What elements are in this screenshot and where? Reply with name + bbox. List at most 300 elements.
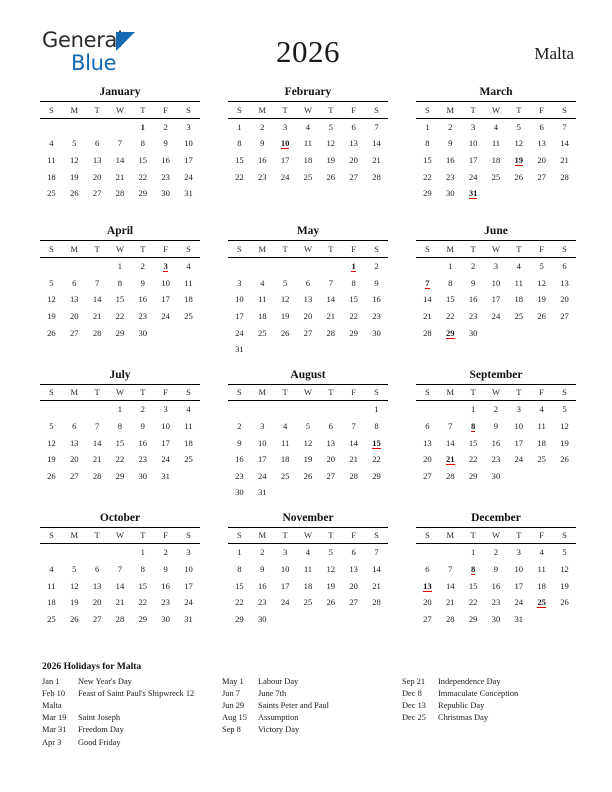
day-cell[interactable]: 22 (468, 454, 478, 465)
day-cell[interactable]: 21 (372, 154, 381, 165)
day-cell[interactable]: 30 (235, 487, 244, 498)
day-cell-holiday[interactable] (274, 135, 297, 152)
day-cell[interactable]: 17 (257, 454, 267, 465)
day-cell-holiday[interactable] (154, 257, 177, 274)
day-cell[interactable]: 16 (161, 580, 170, 591)
day-cell[interactable]: 20 (92, 171, 102, 182)
day-cell[interactable]: 21 (445, 597, 455, 608)
day-cell[interactable]: 18 (537, 437, 546, 448)
day-cell[interactable]: 3 (186, 547, 191, 558)
day-cell[interactable]: 27 (349, 171, 358, 182)
day-cell[interactable]: 7 (351, 420, 356, 431)
day-cell[interactable]: 19 (326, 580, 336, 591)
day-cell[interactable]: 25 (514, 311, 524, 322)
day-cell[interactable]: 10 (184, 138, 193, 149)
day-cell[interactable]: 6 (94, 138, 100, 149)
day-cell[interactable]: 10 (184, 563, 193, 574)
day-cell[interactable]: 7 (117, 563, 123, 574)
day-cell[interactable]: 26 (560, 454, 569, 465)
day-cell[interactable]: 23 (468, 311, 478, 322)
day-cell[interactable]: 12 (303, 437, 313, 448)
day-cell[interactable]: 3 (237, 277, 242, 288)
day-cell[interactable]: 13 (69, 294, 79, 305)
day-cell[interactable]: 17 (468, 154, 478, 165)
day-cell[interactable]: 24 (257, 470, 267, 481)
day-cell[interactable]: 12 (537, 277, 546, 288)
day-cell[interactable]: 20 (326, 454, 336, 465)
day-cell[interactable]: 17 (161, 437, 170, 448)
day-cell[interactable]: 11 (537, 563, 546, 574)
day-cell[interactable]: 28 (372, 597, 381, 608)
day-cell[interactable]: 6 (72, 420, 77, 431)
day-cell[interactable]: 13 (303, 294, 313, 305)
day-cell[interactable]: 19 (560, 437, 569, 448)
day-cell[interactable]: 15 (468, 437, 478, 448)
day-cell[interactable]: 6 (351, 121, 356, 132)
day-cell-holiday[interactable] (439, 451, 462, 468)
day-cell[interactable]: 27 (92, 613, 102, 624)
day-cell[interactable]: 9 (163, 563, 168, 574)
day-cell[interactable]: 6 (94, 563, 100, 574)
day-cell[interactable]: 21 (560, 154, 569, 165)
day-cell[interactable]: 20 (560, 294, 569, 305)
day-cell[interactable]: 2 (470, 261, 476, 272)
day-cell[interactable]: 24 (161, 454, 170, 465)
day-cell[interactable]: 30 (491, 470, 501, 481)
day-cell[interactable]: 13 (537, 138, 546, 149)
day-cell[interactable]: 14 (445, 580, 455, 591)
day-cell[interactable]: 1 (425, 121, 430, 132)
day-cell[interactable]: 19 (537, 294, 546, 305)
day-cell[interactable]: 20 (69, 311, 79, 322)
day-cell[interactable]: 20 (349, 154, 358, 165)
day-cell[interactable]: 18 (537, 580, 546, 591)
day-cell[interactable]: 14 (92, 437, 102, 448)
day-cell[interactable]: 28 (115, 188, 125, 199)
day-cell[interactable]: 11 (303, 138, 313, 149)
day-cell[interactable]: 13 (349, 138, 358, 149)
day-cell[interactable]: 12 (280, 294, 290, 305)
day-cell[interactable]: 23 (257, 597, 267, 608)
day-cell[interactable]: 25 (280, 470, 290, 481)
day-cell[interactable]: 9 (493, 563, 499, 574)
day-cell[interactable]: 16 (445, 154, 455, 165)
day-cell[interactable]: 28 (115, 613, 125, 624)
day-cell[interactable]: 3 (163, 404, 168, 415)
day-cell[interactable]: 3 (470, 121, 476, 132)
day-cell[interactable]: 12 (326, 563, 336, 574)
day-cell[interactable]: 12 (560, 420, 569, 431)
day-cell[interactable]: 11 (280, 437, 290, 448)
day-cell[interactable]: 17 (235, 311, 244, 322)
day-cell[interactable]: 31 (184, 613, 193, 624)
day-cell[interactable]: 9 (493, 420, 499, 431)
day-cell[interactable]: 21 (423, 311, 432, 322)
day-cell[interactable]: 25 (257, 327, 267, 338)
day-cell[interactable]: 16 (161, 154, 170, 165)
day-cell[interactable]: 28 (372, 171, 381, 182)
day-cell[interactable]: 14 (560, 138, 569, 149)
day-cell[interactable]: 17 (161, 294, 170, 305)
day-cell[interactable]: 6 (351, 547, 356, 558)
day-cell[interactable]: 28 (92, 470, 102, 481)
day-cell[interactable]: 22 (235, 171, 244, 182)
day-cell[interactable]: 29 (138, 613, 148, 624)
day-cell[interactable]: 4 (305, 121, 311, 132)
day-cell[interactable]: 26 (69, 613, 79, 624)
day-cell[interactable]: 31 (235, 344, 244, 355)
day-cell[interactable]: 12 (560, 563, 569, 574)
day-cell[interactable]: 17 (280, 580, 290, 591)
day-cell[interactable]: 17 (514, 580, 524, 591)
day-cell[interactable]: 20 (303, 311, 313, 322)
day-cell[interactable]: 13 (92, 580, 102, 591)
day-cell[interactable]: 5 (328, 121, 333, 132)
day-cell[interactable]: 25 (47, 188, 56, 199)
day-cell[interactable]: 20 (537, 154, 546, 165)
day-cell[interactable]: 7 (562, 121, 567, 132)
day-cell[interactable]: 30 (372, 327, 381, 338)
day-cell[interactable]: 26 (47, 327, 56, 338)
day-cell[interactable]: 21 (92, 311, 102, 322)
day-cell[interactable]: 17 (184, 580, 193, 591)
day-cell[interactable]: 2 (448, 121, 453, 132)
day-cell[interactable]: 30 (161, 188, 170, 199)
day-cell[interactable]: 29 (349, 327, 358, 338)
day-cell[interactable]: 13 (69, 437, 79, 448)
day-cell[interactable]: 23 (161, 171, 170, 182)
day-cell[interactable]: 30 (138, 470, 148, 481)
day-cell[interactable]: 6 (539, 121, 544, 132)
day-cell[interactable]: 14 (423, 294, 432, 305)
day-cell[interactable]: 19 (280, 311, 290, 322)
day-cell[interactable]: 30 (161, 613, 170, 624)
day-cell[interactable]: 8 (237, 138, 242, 149)
day-cell[interactable]: 8 (140, 138, 145, 149)
day-cell[interactable]: 23 (445, 171, 455, 182)
day-cell[interactable]: 5 (328, 547, 333, 558)
day-cell[interactable]: 14 (326, 294, 336, 305)
day-cell[interactable]: 22 (468, 597, 478, 608)
day-cell[interactable]: 1 (237, 121, 242, 132)
day-cell[interactable]: 10 (161, 277, 170, 288)
day-cell[interactable]: 16 (138, 294, 148, 305)
day-cell[interactable]: 4 (186, 404, 191, 415)
day-cell-holiday[interactable] (530, 594, 553, 611)
day-cell[interactable]: 8 (140, 563, 145, 574)
day-cell[interactable]: 16 (491, 580, 501, 591)
day-cell[interactable]: 5 (282, 277, 288, 288)
day-cell[interactable]: 16 (468, 294, 478, 305)
day-cell[interactable]: 2 (260, 121, 265, 132)
day-cell[interactable]: 19 (560, 580, 569, 591)
day-cell[interactable]: 15 (445, 294, 455, 305)
day-cell[interactable]: 7 (374, 547, 379, 558)
day-cell[interactable]: 19 (47, 454, 56, 465)
day-cell[interactable]: 29 (235, 613, 244, 624)
day-cell[interactable]: 15 (235, 580, 244, 591)
day-cell[interactable]: 4 (282, 420, 288, 431)
day-cell[interactable]: 9 (260, 563, 265, 574)
day-cell[interactable]: 26 (326, 171, 336, 182)
day-cell[interactable]: 12 (47, 437, 56, 448)
day-cell[interactable]: 5 (49, 277, 54, 288)
day-cell[interactable]: 17 (514, 437, 524, 448)
day-cell[interactable]: 11 (47, 154, 56, 165)
day-cell[interactable]: 3 (516, 547, 521, 558)
day-cell[interactable]: 4 (49, 138, 54, 149)
day-cell[interactable]: 7 (374, 121, 379, 132)
day-cell[interactable]: 23 (491, 597, 501, 608)
day-cell[interactable]: 18 (184, 294, 193, 305)
day-cell[interactable]: 29 (115, 327, 125, 338)
day-cell[interactable]: 4 (260, 277, 265, 288)
day-cell[interactable]: 9 (448, 138, 453, 149)
day-cell[interactable]: 13 (423, 437, 432, 448)
day-cell[interactable]: 24 (184, 597, 193, 608)
day-cell[interactable]: 27 (303, 327, 313, 338)
day-cell[interactable]: 25 (303, 171, 313, 182)
day-cell[interactable]: 15 (138, 154, 148, 165)
day-cell[interactable]: 15 (115, 437, 125, 448)
day-cell[interactable]: 2 (140, 261, 145, 272)
day-cell[interactable]: 25 (184, 454, 193, 465)
day-cell[interactable]: 18 (491, 154, 501, 165)
day-cell[interactable]: 2 (163, 121, 168, 132)
day-cell[interactable]: 5 (516, 121, 521, 132)
day-cell[interactable]: 26 (280, 327, 290, 338)
day-cell[interactable]: 9 (163, 138, 168, 149)
day-cell[interactable]: 18 (280, 454, 290, 465)
day-cell[interactable]: 12 (69, 154, 79, 165)
day-cell[interactable]: 20 (69, 454, 79, 465)
day-cell[interactable]: 9 (470, 277, 476, 288)
day-cell[interactable]: 25 (537, 454, 546, 465)
day-cell[interactable]: 26 (560, 597, 569, 608)
day-cell[interactable]: 5 (539, 261, 544, 272)
day-cell[interactable]: 27 (423, 470, 432, 481)
day-cell[interactable]: 24 (280, 171, 290, 182)
day-cell[interactable]: 26 (303, 470, 313, 481)
day-cell[interactable]: 27 (326, 470, 336, 481)
day-cell[interactable]: 8 (448, 277, 453, 288)
day-cell[interactable]: 19 (69, 171, 79, 182)
day-cell[interactable]: 17 (184, 154, 193, 165)
day-cell[interactable]: 14 (445, 437, 455, 448)
day-cell[interactable]: 23 (161, 597, 170, 608)
day-cell[interactable]: 15 (468, 580, 478, 591)
day-cell[interactable]: 26 (514, 171, 524, 182)
day-cell[interactable]: 26 (537, 311, 546, 322)
day-cell[interactable]: 5 (49, 420, 54, 431)
day-cell[interactable]: 16 (257, 154, 267, 165)
day-cell[interactable]: 22 (445, 311, 455, 322)
day-cell[interactable]: 2 (493, 404, 499, 415)
day-cell[interactable]: 20 (349, 580, 358, 591)
day-cell[interactable]: 3 (282, 547, 288, 558)
day-cell[interactable]: 7 (448, 563, 453, 574)
day-cell[interactable]: 23 (138, 311, 148, 322)
day-cell[interactable]: 4 (186, 261, 191, 272)
day-cell[interactable]: 25 (47, 613, 56, 624)
day-cell[interactable]: 12 (514, 138, 524, 149)
day-cell[interactable]: 27 (92, 188, 102, 199)
day-cell[interactable]: 6 (425, 420, 430, 431)
day-cell-holiday[interactable] (462, 561, 485, 578)
day-cell[interactable]: 18 (47, 171, 56, 182)
day-cell[interactable]: 11 (514, 277, 523, 288)
day-cell[interactable]: 20 (423, 597, 432, 608)
day-cell[interactable]: 15 (235, 154, 244, 165)
day-cell[interactable]: 11 (258, 294, 267, 305)
day-cell[interactable]: 28 (560, 171, 569, 182)
day-cell[interactable]: 14 (115, 580, 125, 591)
day-cell[interactable]: 7 (117, 138, 123, 149)
day-cell-holiday[interactable] (342, 257, 365, 274)
day-cell[interactable]: 30 (468, 327, 478, 338)
day-cell[interactable]: 2 (163, 547, 168, 558)
day-cell[interactable]: 11 (184, 420, 193, 431)
day-cell[interactable]: 9 (237, 437, 242, 448)
day-cell[interactable]: 18 (514, 294, 524, 305)
day-cell[interactable]: 8 (117, 277, 123, 288)
day-cell[interactable]: 21 (92, 454, 102, 465)
day-cell[interactable]: 22 (115, 454, 125, 465)
day-cell[interactable]: 29 (372, 470, 381, 481)
day-cell[interactable]: 12 (69, 580, 79, 591)
day-cell[interactable]: 19 (326, 154, 336, 165)
day-cell[interactable]: 5 (305, 420, 311, 431)
day-cell[interactable]: 14 (372, 138, 381, 149)
day-cell[interactable]: 30 (257, 613, 267, 624)
day-cell[interactable]: 18 (257, 311, 267, 322)
day-cell[interactable]: 8 (117, 420, 123, 431)
day-cell[interactable]: 9 (140, 420, 145, 431)
day-cell-holiday[interactable] (507, 152, 530, 169)
day-cell[interactable]: 24 (184, 171, 193, 182)
day-cell[interactable]: 24 (280, 597, 290, 608)
day-cell[interactable]: 10 (468, 138, 478, 149)
day-cell[interactable]: 11 (47, 580, 56, 591)
day-cell[interactable]: 19 (303, 454, 313, 465)
day-cell[interactable]: 20 (92, 597, 102, 608)
day-cell[interactable]: 11 (537, 420, 546, 431)
day-cell[interactable]: 30 (138, 327, 148, 338)
day-cell[interactable]: 24 (161, 311, 170, 322)
day-cell[interactable]: 28 (349, 470, 358, 481)
day-cell[interactable]: 6 (562, 261, 567, 272)
day-cell[interactable]: 26 (69, 188, 79, 199)
day-cell[interactable]: 1 (374, 404, 379, 415)
day-cell[interactable]: 15 (423, 154, 432, 165)
day-cell[interactable]: 26 (326, 597, 336, 608)
day-cell[interactable]: 9 (374, 277, 379, 288)
day-cell[interactable]: 27 (560, 311, 569, 322)
day-cell[interactable]: 4 (539, 404, 544, 415)
day-cell[interactable]: 8 (425, 138, 430, 149)
day-cell-holiday[interactable] (416, 275, 439, 292)
day-cell[interactable]: 1 (470, 547, 476, 558)
day-cell[interactable]: 6 (72, 277, 77, 288)
day-cell[interactable]: 2 (260, 547, 265, 558)
day-cell[interactable]: 24 (514, 454, 524, 465)
day-cell[interactable]: 28 (92, 327, 102, 338)
day-cell[interactable]: 21 (115, 171, 125, 182)
day-cell[interactable]: 26 (47, 470, 56, 481)
day-cell[interactable]: 24 (514, 597, 524, 608)
day-cell[interactable]: 28 (445, 613, 455, 624)
day-cell[interactable]: 14 (115, 154, 125, 165)
day-cell[interactable]: 22 (138, 597, 148, 608)
day-cell-holiday[interactable] (416, 577, 439, 594)
day-cell[interactable]: 4 (516, 261, 521, 272)
day-cell[interactable]: 1 (237, 547, 242, 558)
day-cell[interactable]: 5 (562, 404, 567, 415)
day-cell[interactable]: 29 (468, 613, 478, 624)
day-cell[interactable]: 21 (115, 597, 125, 608)
day-cell[interactable]: 8 (374, 420, 379, 431)
day-cell[interactable]: 22 (115, 311, 125, 322)
day-cell[interactable]: 27 (349, 597, 358, 608)
day-cell[interactable]: 16 (257, 580, 267, 591)
day-cell[interactable]: 20 (423, 454, 432, 465)
day-cell[interactable]: 30 (445, 188, 455, 199)
day-cell[interactable]: 10 (514, 420, 524, 431)
day-cell[interactable]: 22 (372, 454, 381, 465)
day-cell[interactable]: 10 (491, 277, 501, 288)
day-cell[interactable]: 23 (491, 454, 501, 465)
day-cell[interactable]: 18 (303, 580, 313, 591)
day-cell[interactable]: 25 (491, 171, 501, 182)
day-cell[interactable]: 21 (349, 454, 358, 465)
day-cell[interactable]: 3 (282, 121, 288, 132)
day-cell[interactable]: 3 (516, 404, 521, 415)
day-cell[interactable]: 1 (448, 261, 453, 272)
day-cell[interactable]: 29 (468, 470, 478, 481)
day-cell[interactable]: 13 (560, 277, 569, 288)
day-cell-holiday[interactable] (365, 434, 388, 451)
day-cell[interactable]: 29 (115, 470, 125, 481)
day-cell[interactable]: 28 (326, 327, 336, 338)
day-cell[interactable]: 6 (425, 563, 430, 574)
day-cell[interactable]: 18 (303, 154, 313, 165)
day-cell[interactable]: 11 (491, 138, 501, 149)
day-cell[interactable]: 25 (184, 311, 193, 322)
day-cell[interactable]: 28 (423, 327, 432, 338)
day-cell[interactable]: 1 (117, 404, 123, 415)
day-cell[interactable]: 1 (117, 261, 123, 272)
day-cell[interactable]: 2 (493, 547, 499, 558)
day-cell[interactable]: 4 (539, 547, 544, 558)
day-cell[interactable]: 16 (235, 454, 244, 465)
day-cell[interactable]: 3 (260, 420, 265, 431)
day-cell[interactable]: 22 (138, 171, 148, 182)
day-cell[interactable]: 7 (328, 277, 333, 288)
day-cell[interactable]: 2 (237, 420, 242, 431)
day-cell[interactable]: 29 (138, 188, 148, 199)
day-cell[interactable]: 7 (448, 420, 453, 431)
day-cell[interactable]: 3 (493, 261, 499, 272)
day-cell[interactable]: 5 (72, 138, 77, 149)
day-cell[interactable]: 7 (94, 277, 100, 288)
day-cell[interactable]: 30 (491, 613, 501, 624)
day-cell[interactable]: 22 (423, 171, 432, 182)
day-cell[interactable]: 5 (562, 547, 567, 558)
day-cell[interactable]: 2 (140, 404, 145, 415)
day-cell[interactable]: 13 (92, 154, 102, 165)
day-cell[interactable]: 15 (115, 294, 125, 305)
day-cell[interactable]: 27 (69, 470, 79, 481)
